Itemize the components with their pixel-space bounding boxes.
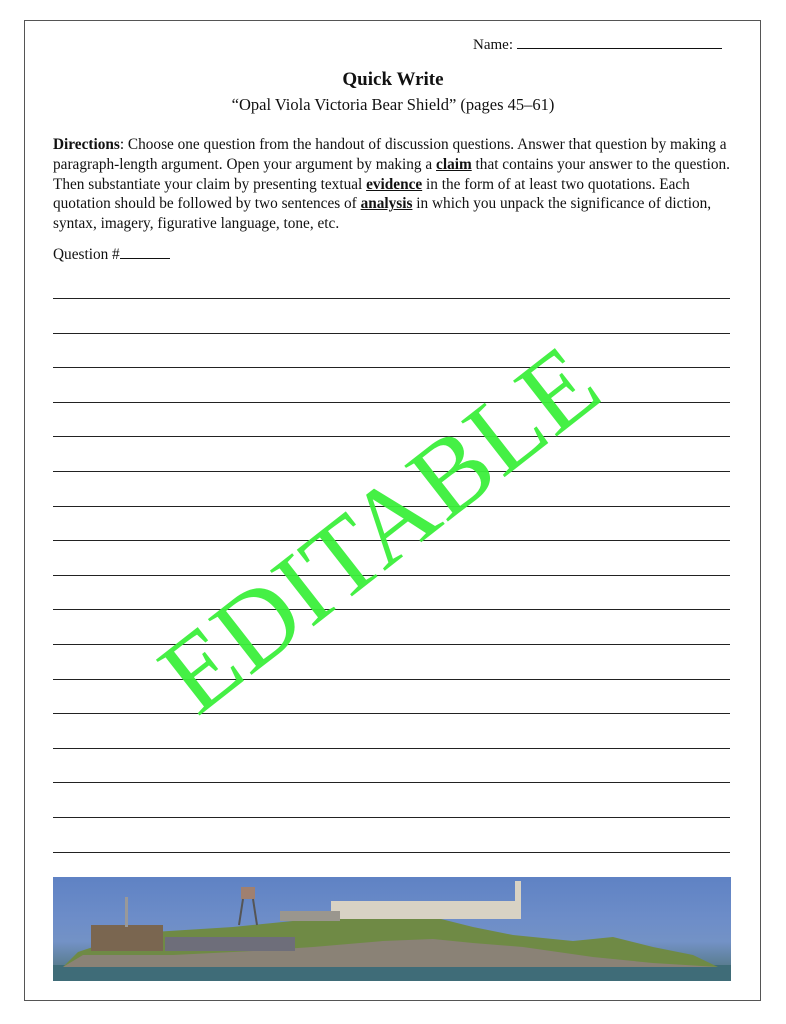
answer-line[interactable] <box>53 333 730 334</box>
page-subtitle: “Opal Viola Victoria Bear Shield” (pages 45–61) <box>231 95 555 114</box>
answer-line[interactable] <box>53 402 730 403</box>
name-blank[interactable] <box>517 34 722 49</box>
answer-line[interactable] <box>53 817 730 818</box>
page-title: Quick Write <box>342 69 444 90</box>
answer-line[interactable] <box>53 298 730 299</box>
directions-text: : Choose one question from the handout of discussion questions. Answer that question by making a paragraph-length argument. Open your argument by making a <box>53 136 727 173</box>
question-blank[interactable] <box>120 246 170 259</box>
alcatraz-island-photo <box>53 877 731 981</box>
analysis-term: analysis <box>360 195 413 213</box>
answer-line[interactable] <box>53 782 730 783</box>
answer-line[interactable] <box>53 852 730 853</box>
answer-line[interactable] <box>53 367 730 368</box>
question-number-field[interactable] <box>53 246 170 264</box>
name-field[interactable] <box>473 34 722 54</box>
answer-line[interactable] <box>53 609 730 610</box>
directions-label: Directions <box>53 136 120 153</box>
directions-text: that contains your answer to the question. Then substantiate your claim by presenting textual <box>53 155 731 193</box>
answer-line[interactable] <box>53 436 730 437</box>
answer-line[interactable] <box>53 748 730 749</box>
alcatraz-illustration <box>53 877 731 981</box>
question-label: Question # <box>53 246 120 263</box>
evidence-term: evidence <box>366 175 423 193</box>
directions-paragraph <box>53 135 743 234</box>
editable-watermark: EDITABLE <box>138 322 621 737</box>
answer-line[interactable] <box>53 679 730 680</box>
name-label: Name: <box>473 37 513 53</box>
directions-text: in which you unpack the significance of diction, syntax, imagery, figurative language, tone, etc. <box>53 195 712 233</box>
directions-text: in the form of at least two quotations. Each quotation should be followed by two sentences of <box>53 175 690 213</box>
answer-line[interactable] <box>53 713 730 714</box>
claim-term: claim <box>436 155 472 173</box>
